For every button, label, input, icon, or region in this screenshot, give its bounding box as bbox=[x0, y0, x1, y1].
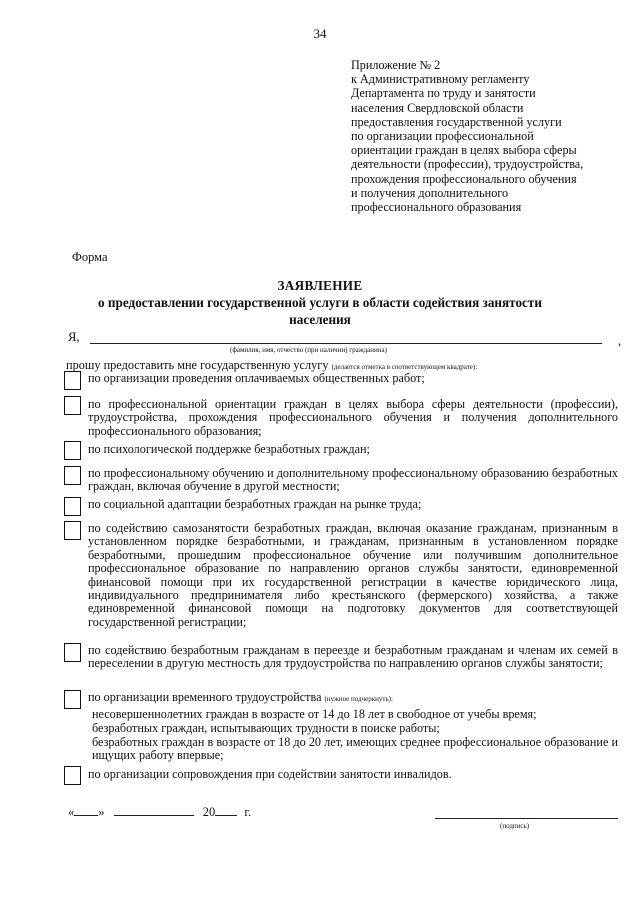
option-self-employment: по содействию самозанятости безработных граждан, включая оказание гражданам, признанным в установленном порядке безработными, и гражданам, признанным в установленном порядке безработными, прошедшим профессиональное обучение или получившим дополнительное профессиональное образование по направлению органов службы занятости, единовременной финансовой помощи при их государственной регистрации в качестве юридического лица, индивидуального предпринимателя либо крестьянского (фермерского) хозяйства, а также единовременной финансовой помощи на подготовку документов для соответствующей государственной регистрации; bbox=[88, 521, 618, 629]
document-subtitle-cont: населения bbox=[289, 312, 351, 327]
applicant-comma: , bbox=[618, 334, 622, 348]
option-temporary-employment-text: по организации временного трудоустройства bbox=[88, 690, 322, 704]
option-temporary-employment bbox=[88, 691, 618, 706]
date-line bbox=[68, 804, 251, 820]
annex-line: прохождения профессионального обучения bbox=[351, 171, 577, 186]
applicant-name-field[interactable] bbox=[90, 343, 602, 344]
option-psychological-support: по психологической поддержке безработных граждан; bbox=[88, 442, 370, 456]
signature-field[interactable] bbox=[435, 818, 618, 819]
date-open-quote: « bbox=[68, 805, 75, 819]
annex-line: к Административному регламенту bbox=[351, 72, 530, 87]
signature-caption: (подпись) bbox=[500, 822, 530, 830]
annex-line: и получения дополнительного bbox=[351, 185, 509, 200]
temp-subitem-minors: несовершеннолетних граждан в возрасте от 14 до 18 лет в свободное от учебы время; bbox=[92, 707, 537, 721]
annex-line: по организации профессиональной bbox=[351, 129, 534, 144]
request-text: прошу предоставить мне государственную услугу bbox=[66, 358, 329, 372]
option-temporary-employment-note: (нужное подчеркнуть): bbox=[324, 695, 393, 703]
option-vocational-training: по профессиональному обучению и дополнительному профессиональному образованию безработных граждан, включая обучение в другой местности; bbox=[88, 466, 618, 494]
option-checkbox-career-guidance[interactable] bbox=[64, 396, 81, 415]
annex-line: населения Свердловской области bbox=[351, 100, 524, 115]
option-checkbox-self-employment[interactable] bbox=[64, 521, 81, 540]
option-public-works: по организации проведения оплачиваемых общественных работ; bbox=[88, 371, 425, 385]
date-year-field[interactable] bbox=[215, 804, 237, 816]
temp-subitem-graduates: безработных граждан в возрасте от 18 до 20 лет, имеющих среднее профессиональное образование и ищущих работу впервые; bbox=[92, 735, 618, 763]
request-note: (делается отметка в соответствующем квадрате): bbox=[331, 363, 478, 371]
option-career-guidance: по профессиональной ориентации граждан в целях выбора сферы деятельности (профессии), трудоустройства, прохождения профессионального обучения и получения дополнительного профессионального образования; bbox=[88, 397, 618, 438]
annex-line: ориентации граждан в целях выбора сферы bbox=[351, 143, 577, 158]
annex-line: деятельности (профессии), трудоустройства, bbox=[351, 157, 584, 172]
option-disabled-support: по организации сопровождения при содействии занятости инвалидов. bbox=[88, 767, 452, 781]
document-subtitle: о предоставлении государственной услуги в области содействия занятости bbox=[98, 295, 542, 310]
date-year-prefix: 20 bbox=[202, 805, 216, 819]
form-label: Форма bbox=[72, 250, 108, 264]
annex-line: Департамента по труду и занятости bbox=[351, 86, 536, 101]
option-checkbox-disabled-support[interactable] bbox=[64, 766, 81, 785]
annex-line: профессионального образования bbox=[351, 200, 522, 215]
option-checkbox-public-works[interactable] bbox=[64, 371, 81, 390]
date-close-quote: » bbox=[98, 805, 105, 819]
temp-subitem-difficulty: безработных граждан, испытывающих трудности в поиске работы; bbox=[92, 721, 440, 735]
date-month-field[interactable] bbox=[114, 804, 194, 816]
document-title: ЗАЯВЛЕНИЕ bbox=[277, 278, 363, 293]
option-checkbox-vocational-training[interactable] bbox=[64, 466, 81, 485]
date-year-suffix: г. bbox=[244, 805, 252, 819]
applicant-caption: (фамилия, имя, отчество (при наличии) гражданина) bbox=[230, 346, 387, 354]
option-checkbox-psychological-support[interactable] bbox=[64, 441, 81, 460]
option-social-adaptation: по социальной адаптации безработных граждан на рынке труда; bbox=[88, 497, 422, 511]
page-number: 34 bbox=[313, 26, 327, 41]
annex-line: предоставления государственной услуги bbox=[351, 114, 562, 129]
option-checkbox-relocation[interactable] bbox=[64, 643, 81, 662]
option-checkbox-social-adaptation[interactable] bbox=[64, 497, 81, 516]
applicant-prefix: Я, bbox=[68, 330, 80, 344]
option-relocation: по содействию безработным гражданам в переезде и безработным гражданам и членам их семей в переселении в другую местность для трудоустройства по направлению органов службы занятости; bbox=[88, 643, 618, 671]
date-day-field[interactable] bbox=[74, 804, 98, 816]
annex-block bbox=[351, 58, 626, 214]
annex-line: Приложение № 2 bbox=[351, 58, 441, 72]
option-checkbox-temporary-employment[interactable] bbox=[64, 690, 81, 709]
